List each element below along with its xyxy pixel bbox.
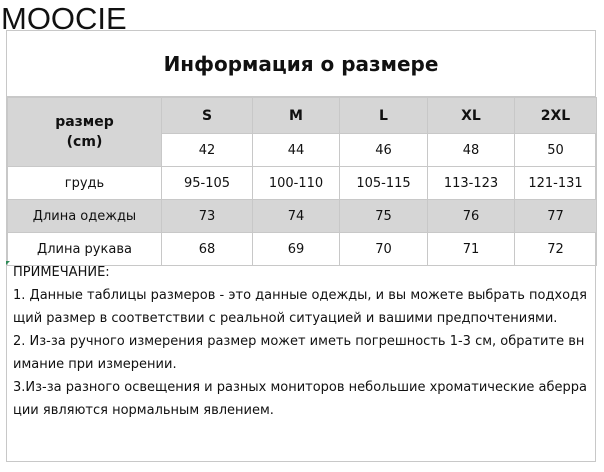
numeric-size-cell: 44 [253,134,340,167]
numeric-size-cell: 50 [515,134,597,167]
row-label: грудь [8,167,162,200]
table-cell: 76 [428,200,515,233]
table-cell: 69 [253,233,340,266]
page-title: Информация о размере [7,31,595,97]
table-cell: 113-123 [428,167,515,200]
corner-label-text: размер (cm) [55,114,114,150]
size-header: L [340,98,428,134]
size-header: 2XL [515,98,597,134]
brand-logo-text: MOOCIE [1,1,127,36]
table-header-row [8,98,597,134]
numeric-size-cell: 42 [162,134,253,167]
numeric-size-cell: 46 [340,134,428,167]
size-header: S [162,98,253,134]
table-row [8,167,597,200]
table-cell: 72 [515,233,597,266]
size-chart-sheet [6,30,596,462]
table-cell: 68 [162,233,253,266]
table-cell: 100-110 [253,167,340,200]
size-table [7,97,597,266]
table-cell: 77 [515,200,597,233]
corner-marker-icon [6,261,10,265]
table-row [8,200,597,233]
table-cell: 95-105 [162,167,253,200]
row-label: Длина одежды [8,200,162,233]
table-cell: 71 [428,233,515,266]
table-cell: 121-131 [515,167,597,200]
table-cell: 73 [162,200,253,233]
size-header: XL [428,98,515,134]
table-cell: 74 [253,200,340,233]
row-label: Длина рукава [8,233,162,266]
size-header: M [253,98,340,134]
table-cell: 70 [340,233,428,266]
numeric-size-cell: 48 [428,134,515,167]
table-corner-label [8,98,162,167]
table-cell: 75 [340,200,428,233]
note-item: 1. Данные таблицы размеров - это данные одежды, и вы можете выбрать подходящий размер в соответствии с реальной ситуацией и вашими предпочтениями. [13,288,587,326]
notes-heading: ПРИМЕЧАНИЕ: [13,265,110,280]
note-item: 2. Из-за ручного измерения размер может иметь погрешность 1-3 см, обратите внимание при измерении. [13,334,585,372]
note-item: 3.Из-за разного освещения и разных мониторов небольшие хроматические аберрации являются нормальным явлением. [13,380,587,418]
notes-section [7,261,595,422]
table-cell: 105-115 [340,167,428,200]
